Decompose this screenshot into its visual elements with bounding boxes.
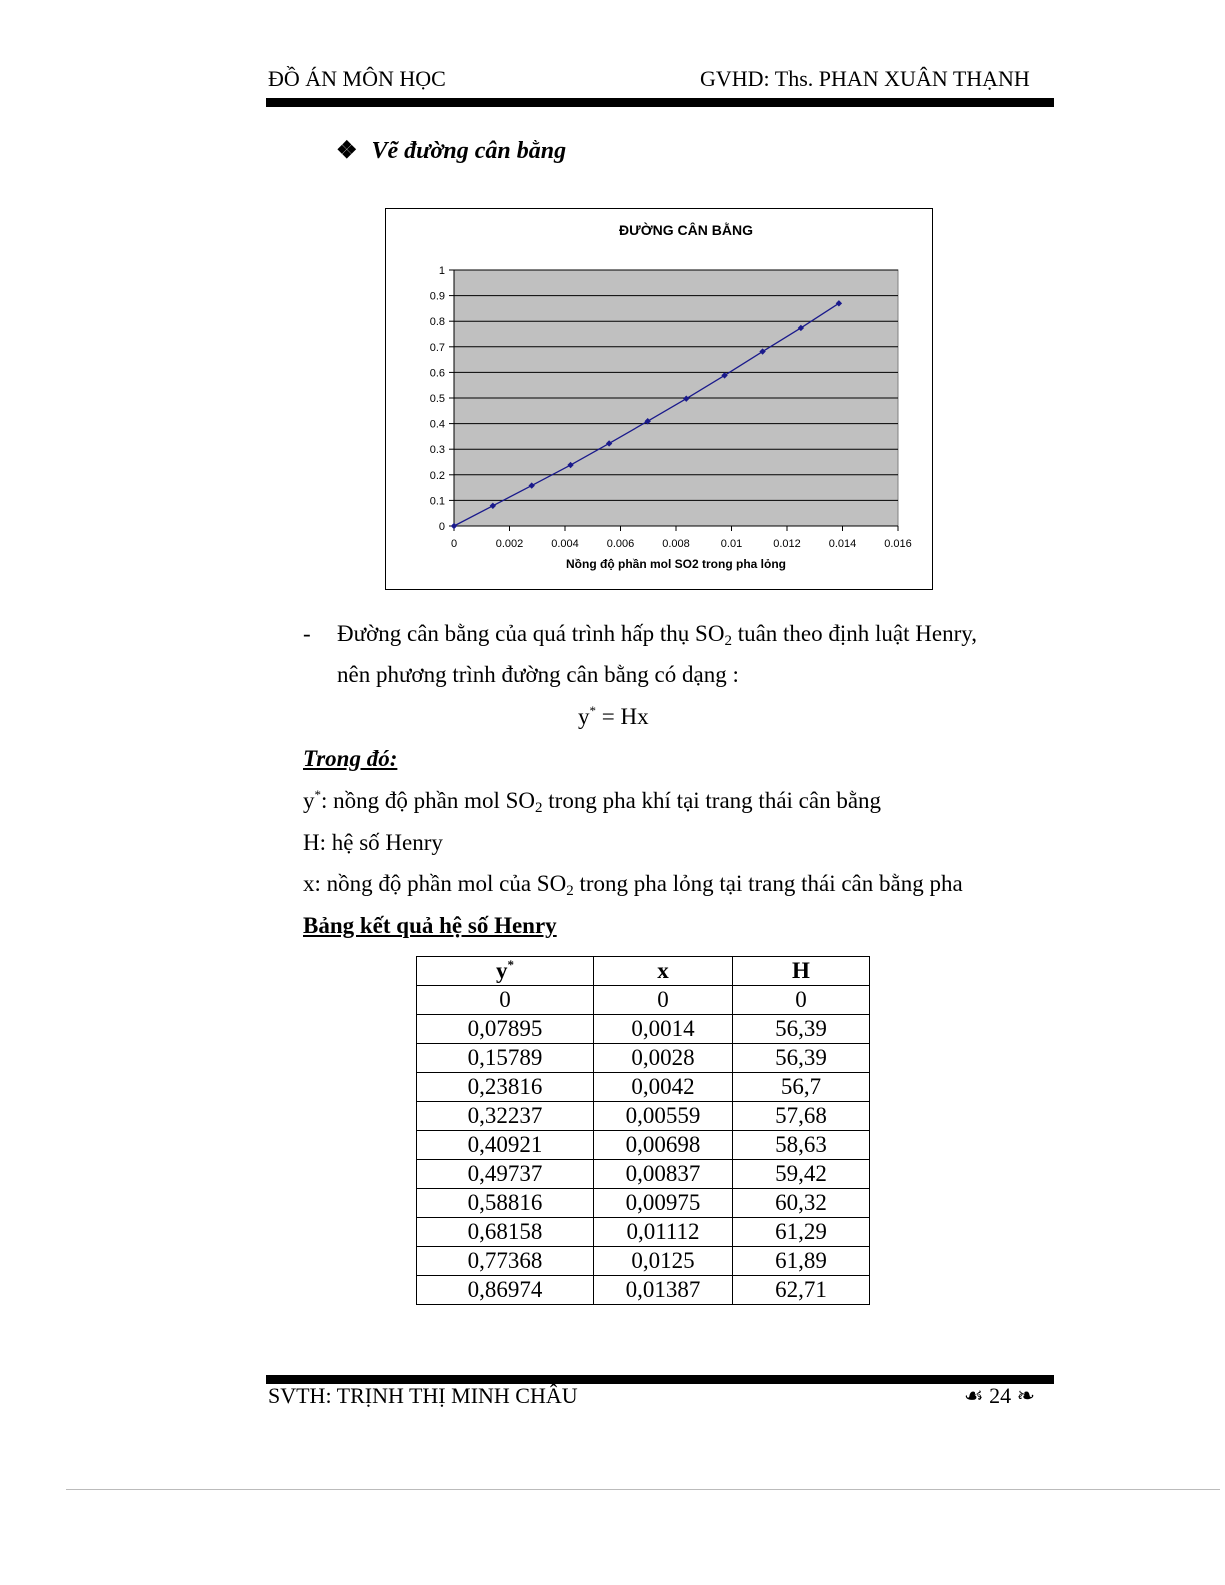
cell-y: 0,32237 — [417, 1102, 594, 1131]
cell-x: 0,00559 — [594, 1102, 733, 1131]
table-row — [417, 1131, 870, 1160]
d3-subscript: 2 — [566, 883, 574, 899]
cell-y: 0,58816 — [417, 1189, 594, 1218]
henry-table — [416, 956, 870, 1305]
chart-x-axis-label: Nồng độ phần mol SO2 trong pha lỏng — [566, 557, 786, 571]
y-tick-label: 0 — [438, 521, 445, 533]
footer-left: SVTH: TRỊNH THỊ MINH CHÂU — [268, 1383, 578, 1408]
cell-y: 0,23816 — [417, 1073, 594, 1102]
x-tick-label: 0.01 — [720, 538, 743, 550]
eq-rest: = Hx — [596, 704, 649, 729]
ornament-right-icon: ❧ — [1016, 1383, 1035, 1408]
section-heading — [336, 136, 566, 165]
d1-text-a: : nồng độ phần mol SO — [321, 788, 536, 813]
eq-y: y — [578, 704, 590, 729]
cell-x: 0,01387 — [594, 1276, 733, 1305]
cell-h: 59,42 — [733, 1160, 870, 1189]
equilibrium-chart — [385, 208, 933, 590]
header-rule — [266, 98, 1054, 107]
cell-y: 0,07895 — [417, 1015, 594, 1044]
header-y — [417, 957, 594, 986]
cell-x: 0,0014 — [594, 1015, 733, 1044]
cell-y: 0,40921 — [417, 1131, 594, 1160]
x-tick-label: 0.012 — [773, 538, 801, 550]
eq-star: * — [589, 703, 596, 718]
d1-star: * — [314, 787, 321, 802]
table-row — [417, 1102, 870, 1131]
d3-text-a: x: nồng độ phần mol của SO — [303, 871, 567, 896]
definition-h: H: hệ số Henry — [303, 830, 443, 855]
equation — [578, 704, 649, 730]
header-h: H — [733, 957, 870, 986]
x-tick-label: 0.008 — [662, 538, 690, 550]
x-tick-label: 0 — [450, 538, 458, 550]
table-title: Bảng kết quả hệ số Henry — [303, 913, 557, 938]
diamond-bullet-icon: ❖ — [336, 138, 358, 164]
definition-y — [303, 788, 881, 814]
table-row — [417, 1073, 870, 1102]
p1-text-a: Đường cân bằng của quá trình hấp thụ SO — [337, 621, 725, 646]
cell-h: 56,7 — [733, 1073, 870, 1102]
definition-x — [303, 871, 963, 897]
y-tick-label: 0.7 — [429, 341, 445, 354]
header-y-star: * — [507, 957, 514, 972]
cell-h: 62,71 — [733, 1276, 870, 1305]
table-row — [417, 986, 870, 1015]
cell-x: 0,0125 — [594, 1247, 733, 1276]
page-bottom-divider — [66, 1489, 1220, 1490]
paragraph-line-1 — [337, 621, 977, 647]
table-row — [417, 1247, 870, 1276]
d1-subscript: 2 — [535, 800, 543, 816]
table-row — [417, 1015, 870, 1044]
cell-x: 0,00837 — [594, 1160, 733, 1189]
cell-x: 0,0028 — [594, 1044, 733, 1073]
y-tick-label: 0.3 — [429, 444, 445, 457]
section-heading-text: Vẽ đường cân bằng — [371, 138, 567, 164]
d3-text-b: trong pha lỏng tại trang thái cân bằng pha — [573, 871, 963, 896]
y-tick-label: 1 — [438, 265, 445, 277]
x-tick-label: 0.004 — [551, 538, 579, 550]
page-number: 24 — [989, 1383, 1012, 1408]
table-row — [417, 1044, 870, 1073]
y-tick-label: 0.2 — [429, 469, 445, 482]
table-header-row — [417, 957, 870, 986]
cell-y: 0,77368 — [417, 1247, 594, 1276]
equilibrium-chart-svg — [386, 209, 932, 589]
cell-x: 0,0042 — [594, 1073, 733, 1102]
cell-y: 0,86974 — [417, 1276, 594, 1305]
y-tick-label: 0.6 — [429, 367, 445, 380]
page-number-block — [964, 1383, 1035, 1409]
y-tick-label: 0.9 — [429, 290, 445, 303]
list-dash: - — [303, 621, 311, 646]
y-tick-label: 0.5 — [429, 393, 445, 405]
x-tick-label: 0.002 — [495, 538, 524, 550]
cell-y: 0,15789 — [417, 1044, 594, 1073]
cell-h: 56,39 — [733, 1015, 870, 1044]
paragraph-line-2: nên phương trình đường cân bằng có dạng : — [337, 662, 739, 687]
cell-h: 61,89 — [733, 1247, 870, 1276]
header-x: x — [594, 957, 733, 986]
p1-text-b: tuân theo định luật Henry, — [731, 621, 977, 646]
d1-y: y — [303, 788, 315, 813]
table-row — [417, 1218, 870, 1247]
cell-y: 0,68158 — [417, 1218, 594, 1247]
x-tick-label: 0.014 — [828, 538, 857, 550]
cell-h: 58,63 — [733, 1131, 870, 1160]
cell-h: 0 — [733, 986, 870, 1015]
cell-y: 0 — [417, 986, 594, 1015]
chart-title: ĐƯỜNG CÂN BẰNG — [619, 222, 753, 238]
table-row — [417, 1160, 870, 1189]
x-tick-label: 0.006 — [606, 538, 635, 550]
header-left: ĐỒ ÁN MÔN HỌC — [268, 66, 446, 91]
y-tick-label: 0.1 — [429, 495, 445, 508]
cell-x: 0 — [594, 986, 733, 1015]
header-right: GVHD: Ths. PHAN XUÂN THẠNH — [700, 66, 1030, 91]
cell-y: 0,49737 — [417, 1160, 594, 1189]
y-tick-label: 0.4 — [429, 418, 445, 431]
cell-h: 60,32 — [733, 1189, 870, 1218]
x-tick-label: 0.016 — [884, 538, 912, 550]
cell-x: 0,00975 — [594, 1189, 733, 1218]
y-tick-label: 0.8 — [429, 316, 445, 329]
table-row — [417, 1276, 870, 1305]
cell-x: 0,01112 — [594, 1218, 733, 1247]
cell-h: 57,68 — [733, 1102, 870, 1131]
cell-x: 0,00698 — [594, 1131, 733, 1160]
p1-subscript: 2 — [724, 633, 732, 649]
cell-h: 61,29 — [733, 1218, 870, 1247]
header-y-text: y — [496, 958, 508, 983]
trong-do-label: Trong đó: — [303, 746, 398, 771]
d1-text-b: trong pha khí tại trang thái cân bằng — [542, 788, 882, 813]
cell-h: 56,39 — [733, 1044, 870, 1073]
table-row — [417, 1189, 870, 1218]
ornament-left-icon: ☙ — [963, 1383, 984, 1408]
